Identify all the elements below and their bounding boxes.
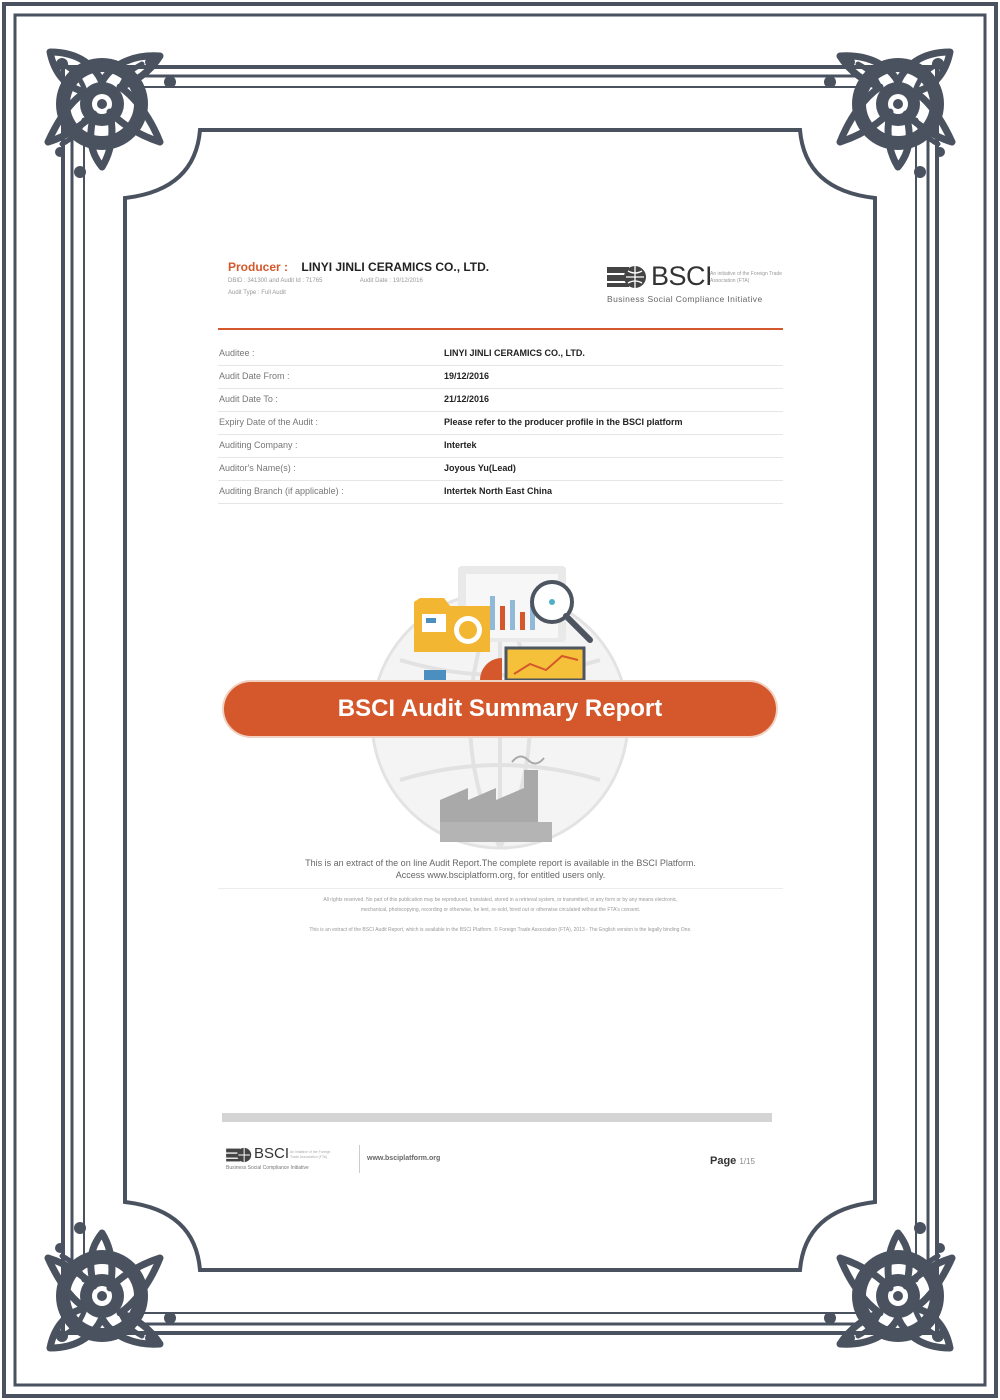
footer-bar [222, 1113, 772, 1122]
row-label: Auditing Branch (if applicable) : [219, 486, 344, 496]
extract-note-line2: Access www.bsciplatform.org, for entitled users only. [395, 870, 606, 880]
page-number [710, 1155, 755, 1167]
row-label: Auditee : [219, 348, 255, 358]
dbid-text: DBID : 341300 and Audit Id : 71765 [228, 278, 323, 284]
bsci-tagline: Business Social Compliance Initiative [607, 294, 763, 304]
rights-line2: mechanical, photocopying, recording or otherwise, be lent, re-sold, hired out or otherwise circulated without the FTA's consent. [360, 907, 641, 913]
row-label: Expiry Date of the Audit : [219, 417, 319, 427]
folder-icon [414, 598, 490, 652]
footer-tagline: Business Social Compliance Initiative [226, 1165, 309, 1171]
producer-label: Producer : [228, 260, 289, 274]
bsci-side-text: An initiative of the Foreign Trade Association (FTA) [710, 271, 782, 284]
footer-bsci-wordmark: BSCI [254, 1145, 290, 1162]
row-value: LINYI JINLI CERAMICS CO., LTD. [444, 348, 585, 358]
bsci-emblem-icon [226, 1146, 252, 1164]
row-label: Auditor's Name(s) : [219, 463, 296, 473]
row-label: Auditing Company : [219, 440, 298, 450]
rights-line3: This is an extract of the BSCI Audit Report, which is available in the BSCI Platform. © Foreign Trade Association (FTA), 2013 - The English version is the legally binding One. [309, 927, 692, 933]
row-value: Joyous Yu(Lead) [444, 463, 516, 473]
rights-line1: All rights reserved. No part of this publication may be reproduced, translated, stored in a retrieval system, or transmitted, in any form or by any means electronic, [323, 897, 678, 903]
row-value: Intertek North East China [444, 486, 553, 496]
bsci-wordmark: BSCI [651, 261, 713, 291]
row-value: Please refer to the producer profile in the BSCI platform [444, 417, 683, 427]
extract-divider [218, 888, 783, 889]
footer-url-link[interactable]: www.bsciplatform.org [367, 1155, 441, 1162]
page-count: 1/15 [739, 1157, 755, 1166]
audit-type-text: Audit Type : Full Audit [228, 290, 286, 296]
row-value: 19/12/2016 [444, 371, 490, 381]
row-value: 21/12/2016 [444, 394, 490, 404]
producer-name: LINYI JINLI CERAMICS CO., LTD. [301, 260, 490, 274]
footer-side-text: An initiative of the Foreign Trade Association (FTA) [290, 1150, 331, 1159]
footer-divider [359, 1145, 360, 1173]
footer-bsci-logo [226, 1145, 356, 1175]
extract-note-line1: This is an extract of the on line Audit Report.The complete report is available in the BSCI Platform. [305, 858, 696, 868]
page-label: Page [710, 1155, 737, 1167]
report-title-banner: BSCI Audit Summary Report [224, 682, 776, 736]
row-label: Audit Date From : [219, 371, 290, 381]
row-value: Intertek [444, 440, 477, 450]
audit-date-text: Audit Date : 19/12/2016 [359, 278, 423, 284]
row-label: Audit Date To : [219, 394, 278, 404]
